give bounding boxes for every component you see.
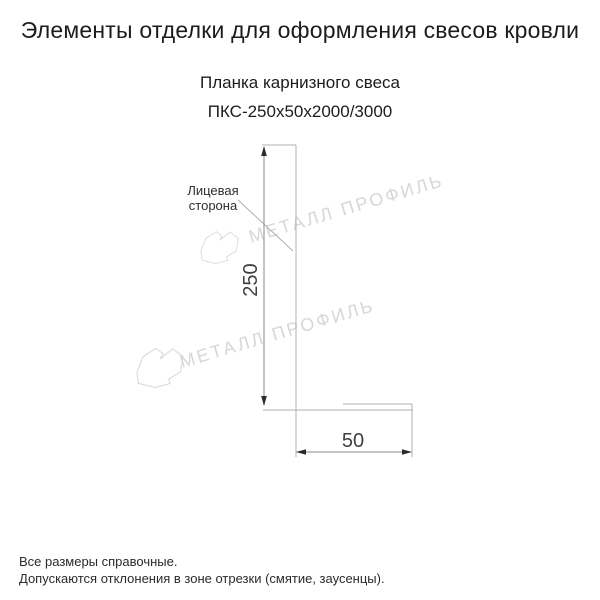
product-name: Планка карнизного свеса (200, 73, 400, 92)
face-side-label-line2: сторона (188, 197, 238, 213)
product-code: ПКС-250х50х2000/3000 (207, 102, 393, 121)
arrow-right-icon (402, 449, 412, 455)
dimension-50 (296, 430, 412, 455)
dimension-50-value: 50 (341, 430, 365, 452)
watermark-text: МЕТАЛЛ ПРОФИЛЬ (246, 170, 447, 247)
dimension-250-value: 250 (240, 263, 262, 297)
footer-note-dimensions: Все размеры справочные. (19, 554, 178, 569)
face-side-label (177, 184, 249, 213)
metal-profile-logo-icon (198, 229, 241, 266)
arrow-down-icon (261, 396, 267, 406)
arrow-left-icon (296, 449, 306, 455)
watermark-lower (134, 295, 377, 389)
face-side-label-line1: Лицевая (187, 183, 239, 198)
footer-note-deviations: Допускаются отклонения в зоне отрезки (смятие, заусенцы). (19, 571, 385, 586)
watermark-text: МЕТАЛЛ ПРОФИЛЬ (177, 295, 378, 372)
arrow-up-icon (261, 146, 267, 156)
page-title: Элементы отделки для оформления свесов кровли (20, 17, 580, 43)
